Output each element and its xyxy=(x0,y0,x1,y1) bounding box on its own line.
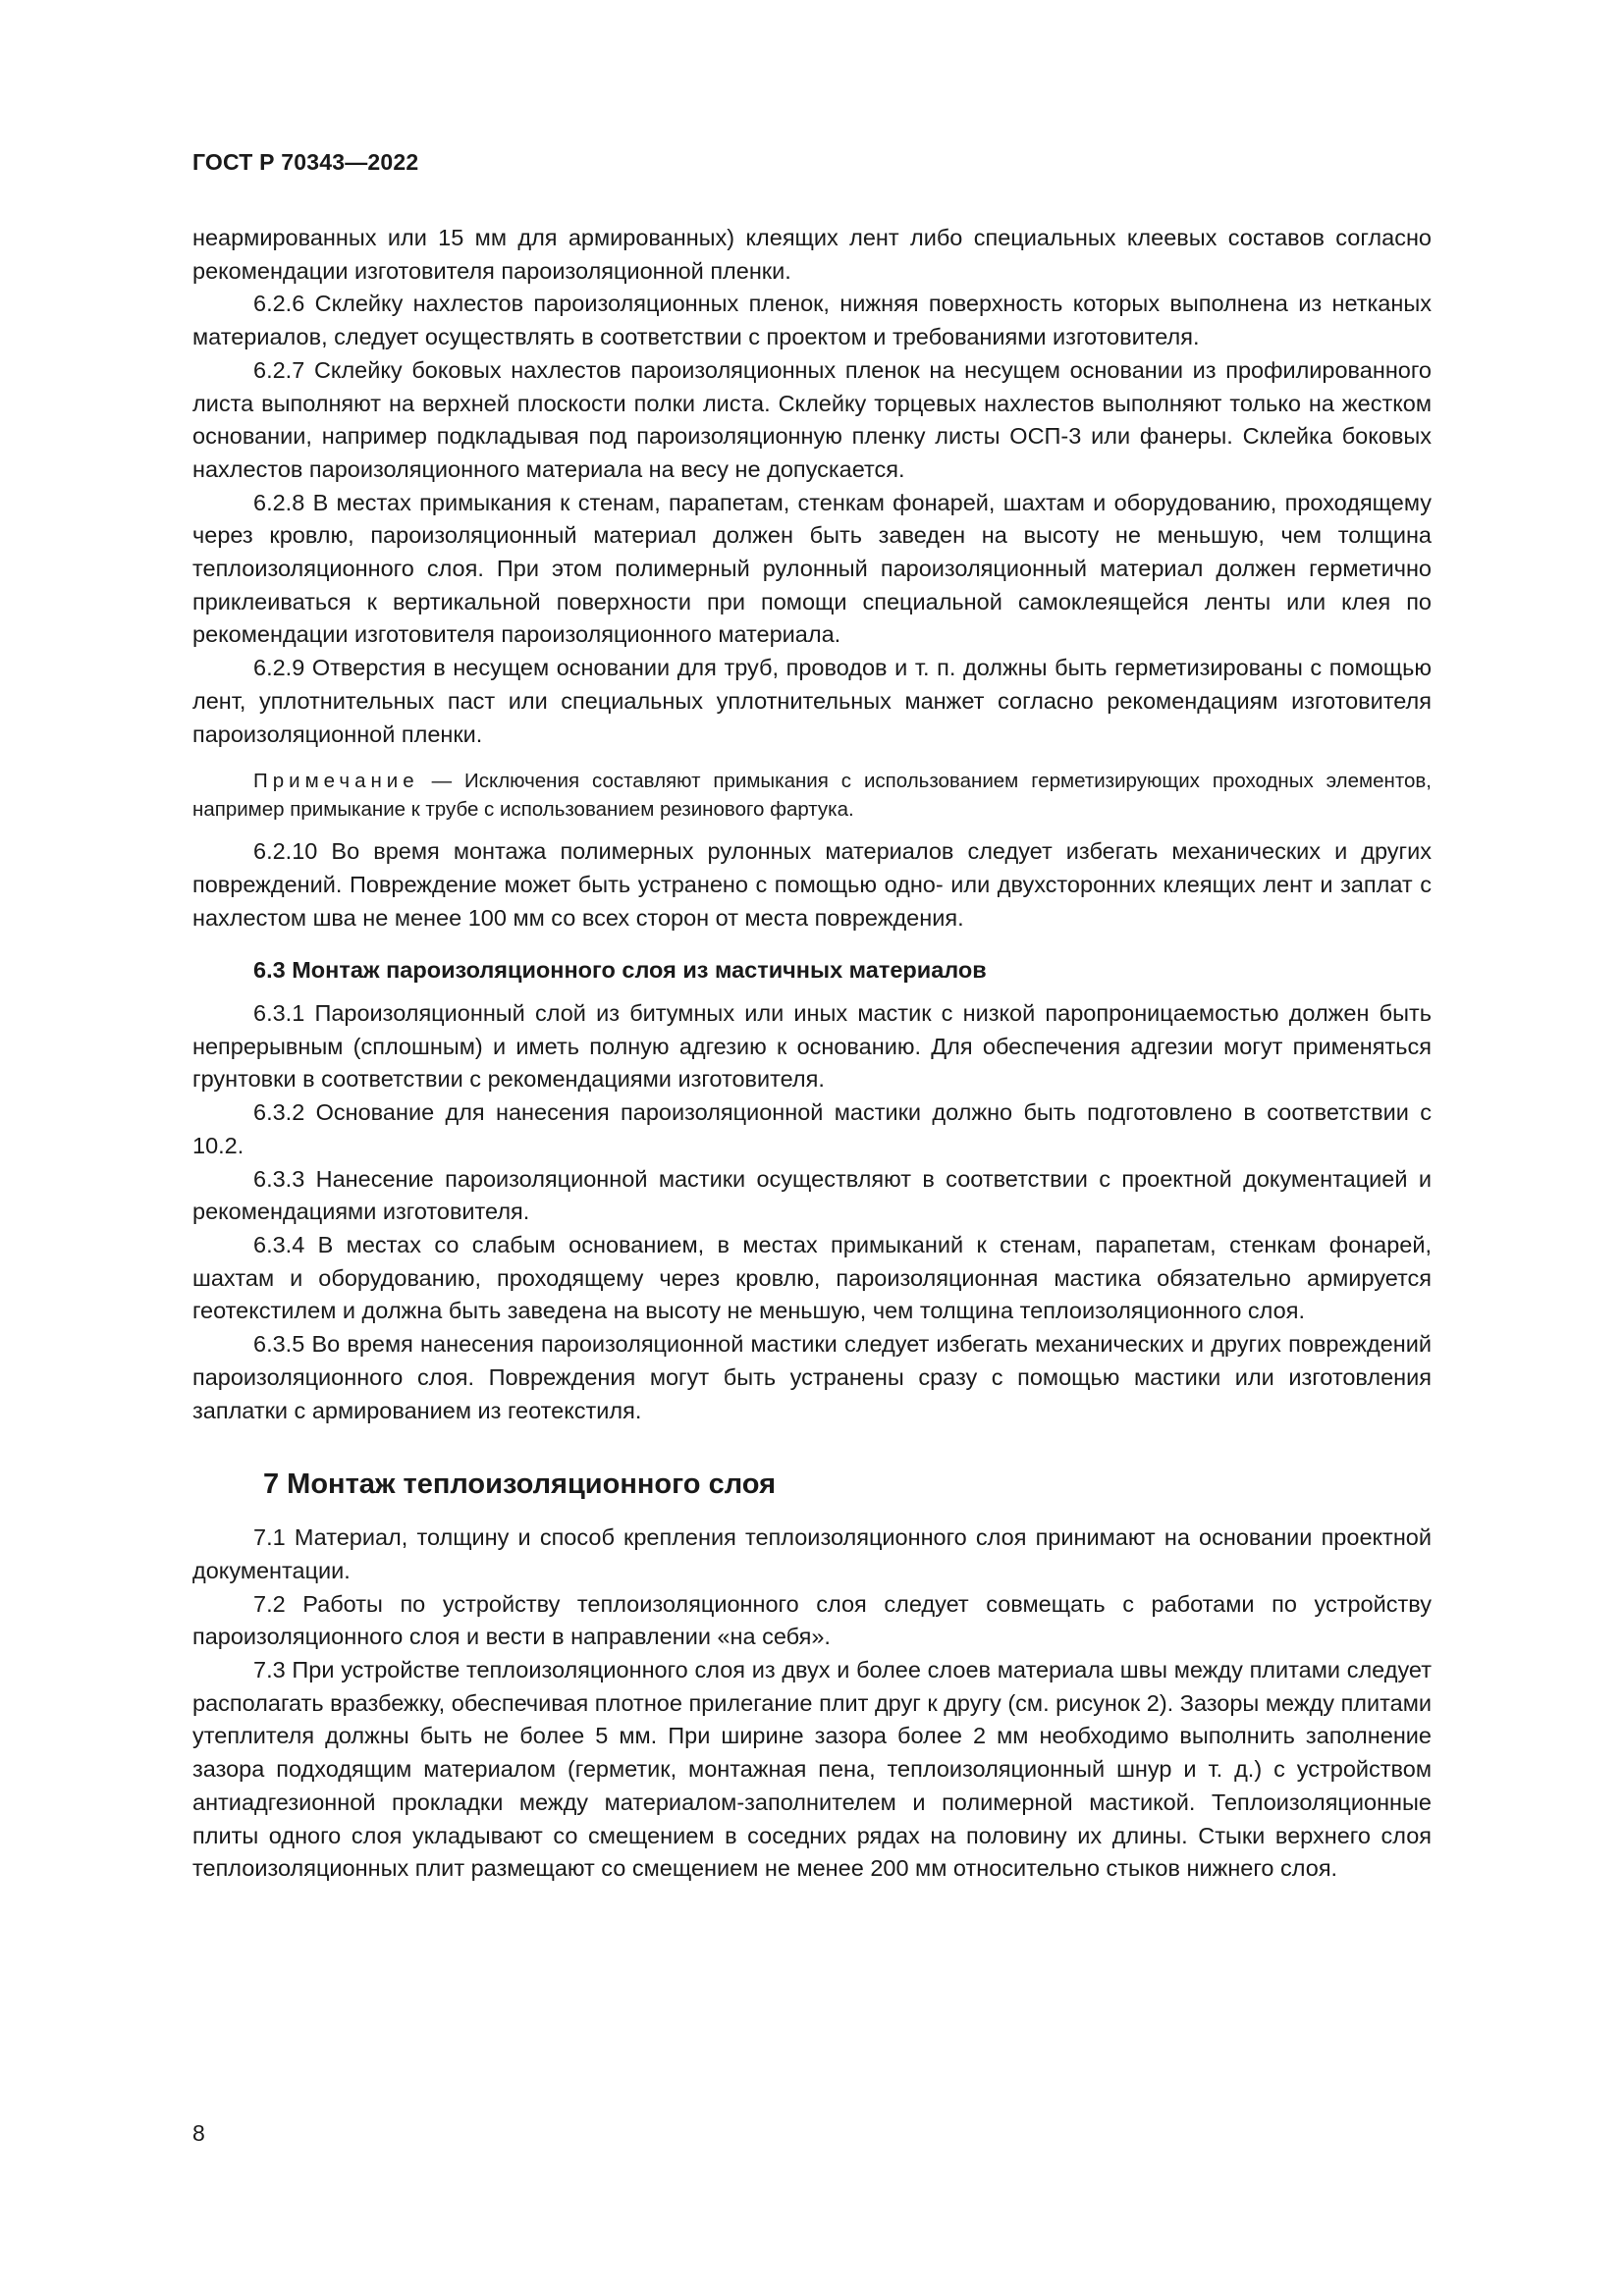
paragraph-7-3: 7.3 При устройстве теплоизоляционного слоя из двух и более слоев материала швы между плитами следует располагать вразбежку, обеспечивая плотное прилегание плит друг к другу (см. рисунок 2). Зазоры между плитами утеплителя должны быть не более 5 мм. При ширине зазора более 2 мм необходимо выполнить заполнение зазора подходящим материалом (герметик, монтажная пена, теплоизоляционный шнур и т. д.) с устройством антиадгезионной прокладки между материалом-заполнителем и полимерной мастикой. Теплоизоляционные плиты одного слоя укладывают со смещением в соседних рядах на половину их длины. Стыки верхнего слоя теплоизоляционных плит размещают со смещением не менее 200 мм относительно стыков нижнего слоя. xyxy=(192,1657,1432,1882)
paragraph-6-3-5: 6.3.5 Во время нанесения пароизоляционной мастики следует избегать механических и других повреждений пароизоляционного слоя. Повреждения могут быть устранены сразу с помощью мастики или изготовления заплатки с армированием из геотекстиля. xyxy=(192,1331,1432,1423)
paragraph-6-3-2: 6.3.2 Основание для нанесения пароизоляционной мастики должно быть подготовлено в соответствии с 10.2. xyxy=(192,1099,1432,1158)
paragraph-continuation: неармированных или 15 мм для армированных) клеящих лент либо специальных клеевых составов согласно рекомендации изготовителя пароизоляционной пленки. xyxy=(192,225,1432,284)
subsection-title-6-3: 6.3 Монтаж пароизоляционного слоя из мастичных материалов xyxy=(253,957,987,984)
page-number: 8 xyxy=(192,2120,205,2146)
paragraph-6-2-6: 6.2.6 Склейку нахлестов пароизоляционных пленок, нижняя поверхность которых выполнена из нетканых материалов, следует осуществлять в соответствии с проектом и требованиями изготовителя. xyxy=(192,291,1432,350)
paragraph-6-2-7: 6.2.7 Склейку боковых нахлестов пароизоляционных пленок на несущем основании из профилированного листа выполняют на верхней плоскости полки листа. Склейку торцевых нахлестов выполняют только на жестком основании, например подкладывая под пароизоляционную пленку листы ОСП-3 или фанеры. Склейка боковых нахлестов пароизоляционного материала на весу не допускается. xyxy=(192,356,1432,482)
paragraph-7-1: 7.1 Материал, толщину и способ крепления теплоизоляционного слоя принимают на основании проектной документации. xyxy=(192,1524,1432,1583)
paragraph-6-2-10: 6.2.10 Во время монтажа полимерных рулонных материалов следует избегать механических и других повреждений. Повреждение может быть устранено с помощью одно- или двухсторонних клеящих лент и заплат с нахлестом шва не менее 100 мм со всех сторон от места повреждения. xyxy=(192,838,1432,931)
paragraph-6-2-9: 6.2.9 Отверстия в несущем основании для труб, проводов и т. п. должны быть герметизированы с помощью лент, уплотнительных паст или специальных уплотнительных манжет согласно рекомендациям изготовителя пароизоляционной пленки. xyxy=(192,655,1432,747)
note-label: Примечание xyxy=(253,770,419,793)
paragraph-7-2: 7.2 Работы по устройству теплоизоляционного слоя следует совмещать с работами по устройству пароизоляционного слоя и вести в направлении «на себя». xyxy=(192,1590,1432,1650)
paragraph-6-3-1: 6.3.1 Пароизоляционный слой из битумных или иных мастик с низкой паропроницаемостью должен быть непрерывным (сплошным) и иметь полную адгезию к основанию. Для обеспечения адгезии могут применяться грунтовки в соответствии с рекомендациями изготовителя. xyxy=(192,1000,1432,1093)
paragraph-6-3-3: 6.3.3 Нанесение пароизоляционной мастики осуществляют в соответствии с проектной документацией и рекомендациями изготовителя. xyxy=(192,1165,1432,1225)
note-text: — Исключения составляют примыкания с использованием герметизирующих проходных элементов, например примыкание к трубе с использованием резинового фартука. xyxy=(192,770,1432,822)
paragraph-6-2-8: 6.2.8 В местах примыкания к стенам, парапетам, стенкам фонарей, шахтам и оборудованию, проходящему через кровлю, пароизоляционный материал должен быть заведен на высоту не меньшую, чем толщина теплоизоляционного слоя. При этом полимерный рулонный пароизоляционный материал должен герметично приклеиваться к вертикальной поверхности при помощи специальной самоклеящейся ленты или клея по рекомендации изготовителя пароизоляционного материала. xyxy=(192,489,1432,648)
document-header: ГОСТ Р 70343—2022 xyxy=(192,149,419,175)
document-body xyxy=(192,222,1432,1886)
section-title-7: 7 Монтаж теплоизоляционного слоя xyxy=(263,1468,776,1501)
note xyxy=(192,767,1432,824)
paragraph-6-3-4: 6.3.4 В местах со слабым основанием, в местах примыканий к стенам, парапетам, стенкам фонарей, шахтам и оборудованию, проходящему через кровлю, пароизоляционная мастика обязательно армируется геотекстилем и должна быть заведена на высоту не меньшую, чем толщина теплоизоляционного слоя. xyxy=(192,1231,1432,1324)
